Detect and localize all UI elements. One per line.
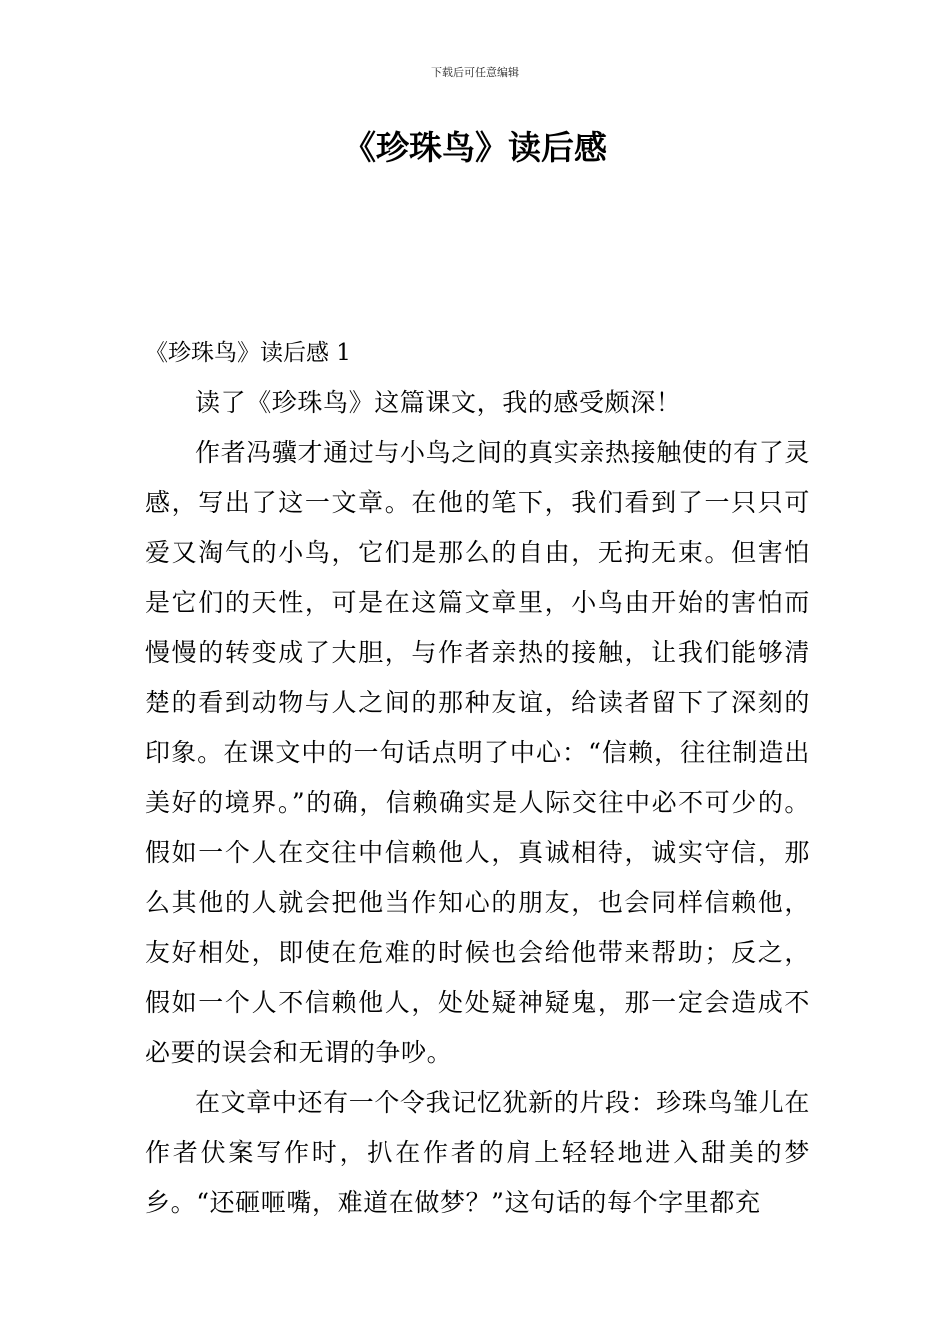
paragraph-intro: 读了《珍珠鸟》这篇课文，我的感受颇深！ [195, 388, 682, 417]
header-note: 下载后可任意编辑 [431, 66, 519, 79]
section-heading: 《珍珠鸟》读后感 1 [145, 340, 351, 366]
paragraph-main: 作者冯骥才通过与小鸟之间的真实亲热接触使的有了灵感，写出了这一文章。在他的笔下，我们看到了一只只可爱又淘气的小鸟，它们是那么的自由，无拘无束。但害怕是它们的天性，可是在这篇文章里，小鸟由开始的害怕而慢慢的转变成了大胆，与作者亲热的接触，让我们能够清楚的看到动物与人之间的那种友谊，给读者留下了深刻的印象。在课文中的一句话点明了中心：“信赖，往往制造出美好的境界。”的确，信赖确实是人际交往中必不可少的。假如一个人在交往中信赖他人，真诚相待，诚实守信，那么其他的人就会把他当作知心的朋友，也会同样信赖他，友好相处，即使在危难的时候也会给他带来帮助；反之，假如一个人不信赖他人，处处疑神疑鬼，那一定会造成不必要的误会和无谓的争吵。 [145, 438, 810, 1067]
document-body [145, 328, 810, 1228]
document-title: 《珍珠鸟》读后感 [343, 128, 607, 167]
paragraph-excerpt: 在文章中还有一个令我记忆犹新的片段：珍珠鸟雏儿在作者伏案写作时，扒在作者的肩上轻轻地进入甜美的梦乡。“还砸咂嘴，难道在做梦？”这句话的每个字里都充 [145, 1088, 810, 1217]
